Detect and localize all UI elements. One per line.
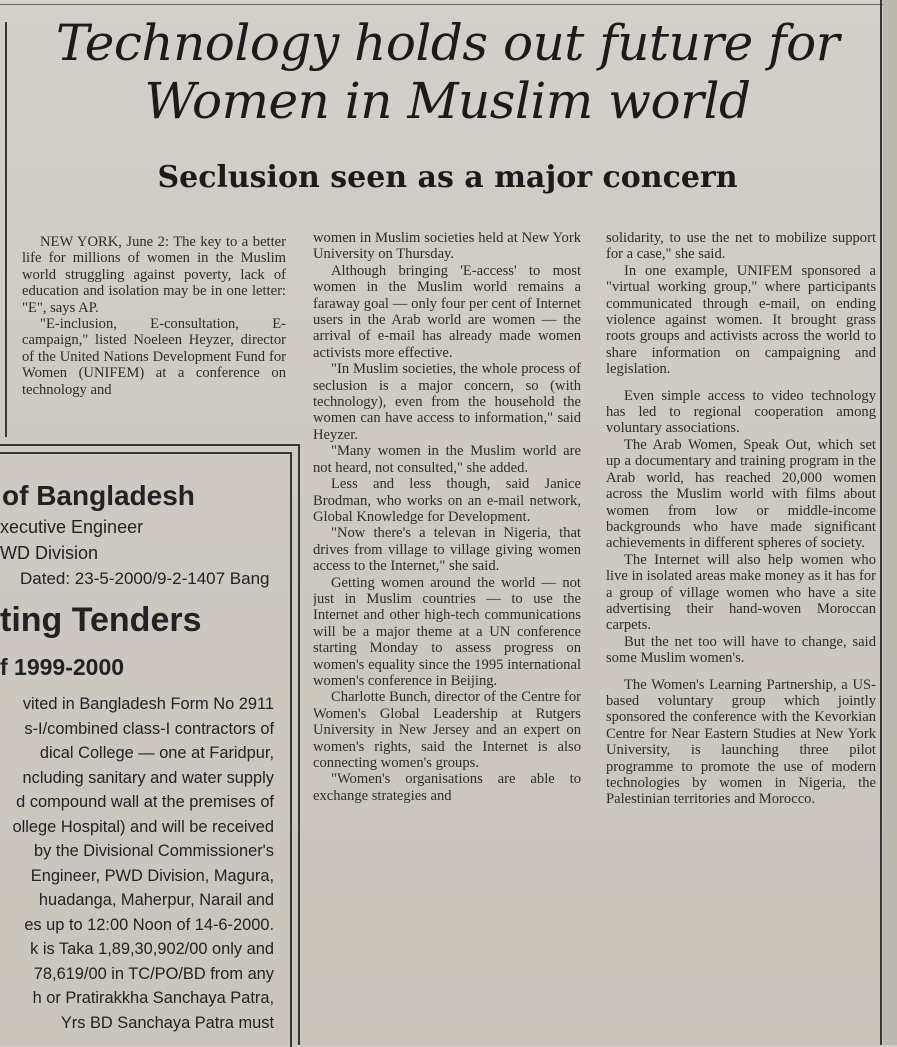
notice-body [0,692,274,1035]
left-column-rule [5,22,7,437]
paragraph: "E-inclusion, E-consultation, E-campaign," listed Noeleen Heyzer, director of the United Nations Development Fund for Women (UNIFEM) at a conference on technology and [22,316,286,398]
subheadline: Seclusion seen as a major concern [157,160,738,195]
paragraph: In one example, UNIFEM sponsored a "virtual working group," where participants communicated through e-mail, on ending violence against women. It brought grass roots groups and activists across the world to share information on campaigning and legislation. [606,262,876,378]
paragraph: The Women's Learning Partnership, a US-based voluntary group which jointly sponsored the conference with the Kevorkian Centre for Near Eastern Studies at New York University, is launching three pilot programme to promote the use of modern technologies by women in Nigeria, the Palestinian territories and Morocco. [606,676,876,808]
notice-line: vited in Bangladesh Form No 2911 [22,695,274,713]
paragraph-gap [606,378,876,388]
notice-frame-top [0,444,300,446]
paragraph: women in Muslim societies held at New York University on Thursday. [313,230,581,263]
notice-line: Yrs BD Sanchaya Patra must [60,1013,274,1032]
notice-line: by the Divisional Commissioner's [34,842,274,860]
paragraph: solidarity, to use the net to mobilize support for a case," she said. [606,230,876,263]
notice-line: Engineer, PWD Division, Magura, [30,866,274,885]
top-rule [0,4,897,5]
notice-line: dical College — one at Faridpur, [39,744,274,762]
notice-date: Dated: 23-5-2000/9-2-1407 Bang [20,569,270,588]
article-column-3 [606,230,876,1030]
paragraph: "Women's organisations are able to exchange strategies and [313,771,581,804]
right-column-rule [880,0,882,1045]
headline-line-2: Women in Muslim world [144,72,751,130]
headline-line-1: Technology holds out future for [55,14,840,72]
notice-line: 78,619/00 in TC/PO/BD from any [33,964,274,983]
notice-heading: ting Tenders [0,601,202,639]
paragraph: "Now there's a televan in Nigeria, that drives from village to village giving women access to the Internet," she said. [313,525,581,575]
paragraph: But the net too will have to change, said some Muslim women's. [606,633,876,667]
paragraph: "Many women in the Muslim world are not heard, not consulted," she added. [313,443,581,476]
notice-line: ncluding sanitary and water supply [22,768,274,787]
paragraph: The Internet will also help women who live in isolated areas make money as it has for a group of village women who have a site advertising their hand-woven Moroccan carpets. [606,551,876,634]
notice-title: of Bangladesh [2,480,195,511]
notice-line: h or Pratirakkha Sanchaya Patra, [32,989,274,1007]
notice-frame-right [298,446,300,1045]
notice-line: es up to 12:00 Noon of 14-6-2000. [24,915,274,934]
paragraph: "In Muslim societies, the whole process of seclusion is a major concern, so (with technology), even from the household the women can have access to information," said Heyzer. [313,361,581,443]
notice-fiscal-year: f 1999-2000 [0,654,125,680]
tender-notice [0,452,292,1047]
paragraph-gap [606,667,876,677]
article-column-2 [313,230,581,1036]
paragraph: Getting women around the world — not just in Muslim countries — to use the Internet and other high-tech communications will be a major theme at a UN conference starting Monday to assess progress on women's equality since the 1995 international women's conference in Beijing. [313,574,581,689]
notice-line: d compound wall at the premises of [16,793,274,811]
adjacent-page-strip [883,0,897,1045]
notice-line: huadanga, Maherpur, Narail and [38,891,274,909]
paragraph: Less and less though, said Janice Brodman, who works on an e-mail network, Global Knowledge for Development. [313,476,581,525]
notice-line: ollege Hospital) and will be received [12,817,274,836]
article-column-1 [22,234,286,438]
paragraph: Although bringing 'E-access' to most women in the Muslim world remains a faraway goal — only four per cent of Internet users in the Arab world are women — the arrival of e-mail has already made women activists more effective. [313,262,581,361]
paragraph: NEW YORK, June 2: The key to a better life for millions of women in the Muslim world struggling against poverty, lack of education and isolation may be in one letter: "E", says AP. [22,234,286,316]
paragraph: Even simple access to video technology has led to regional cooperation among voluntary associations. [606,387,876,437]
notice-line: s-I/combined class-I contractors of [24,719,274,738]
paragraph: Charlotte Bunch, director of the Centre for Women's Global Leadership at Rutgers University in New Jersey and an expert on women's rights, said the Internet is also connecting women's groups. [313,689,581,771]
notice-division: WD Division [0,543,99,563]
paragraph: The Arab Women, Speak Out, which set up a documentary and training program in the Arab world, has reached 20,000 women across the Muslim world with films about women from low or middle-income backgrounds who have made significant achievements in different spheres of society. [606,436,876,552]
headline [20,14,875,130]
notice-office: xecutive Engineer [0,517,144,537]
notice-line: k is Taka 1,89,30,902/00 only and [30,940,274,958]
